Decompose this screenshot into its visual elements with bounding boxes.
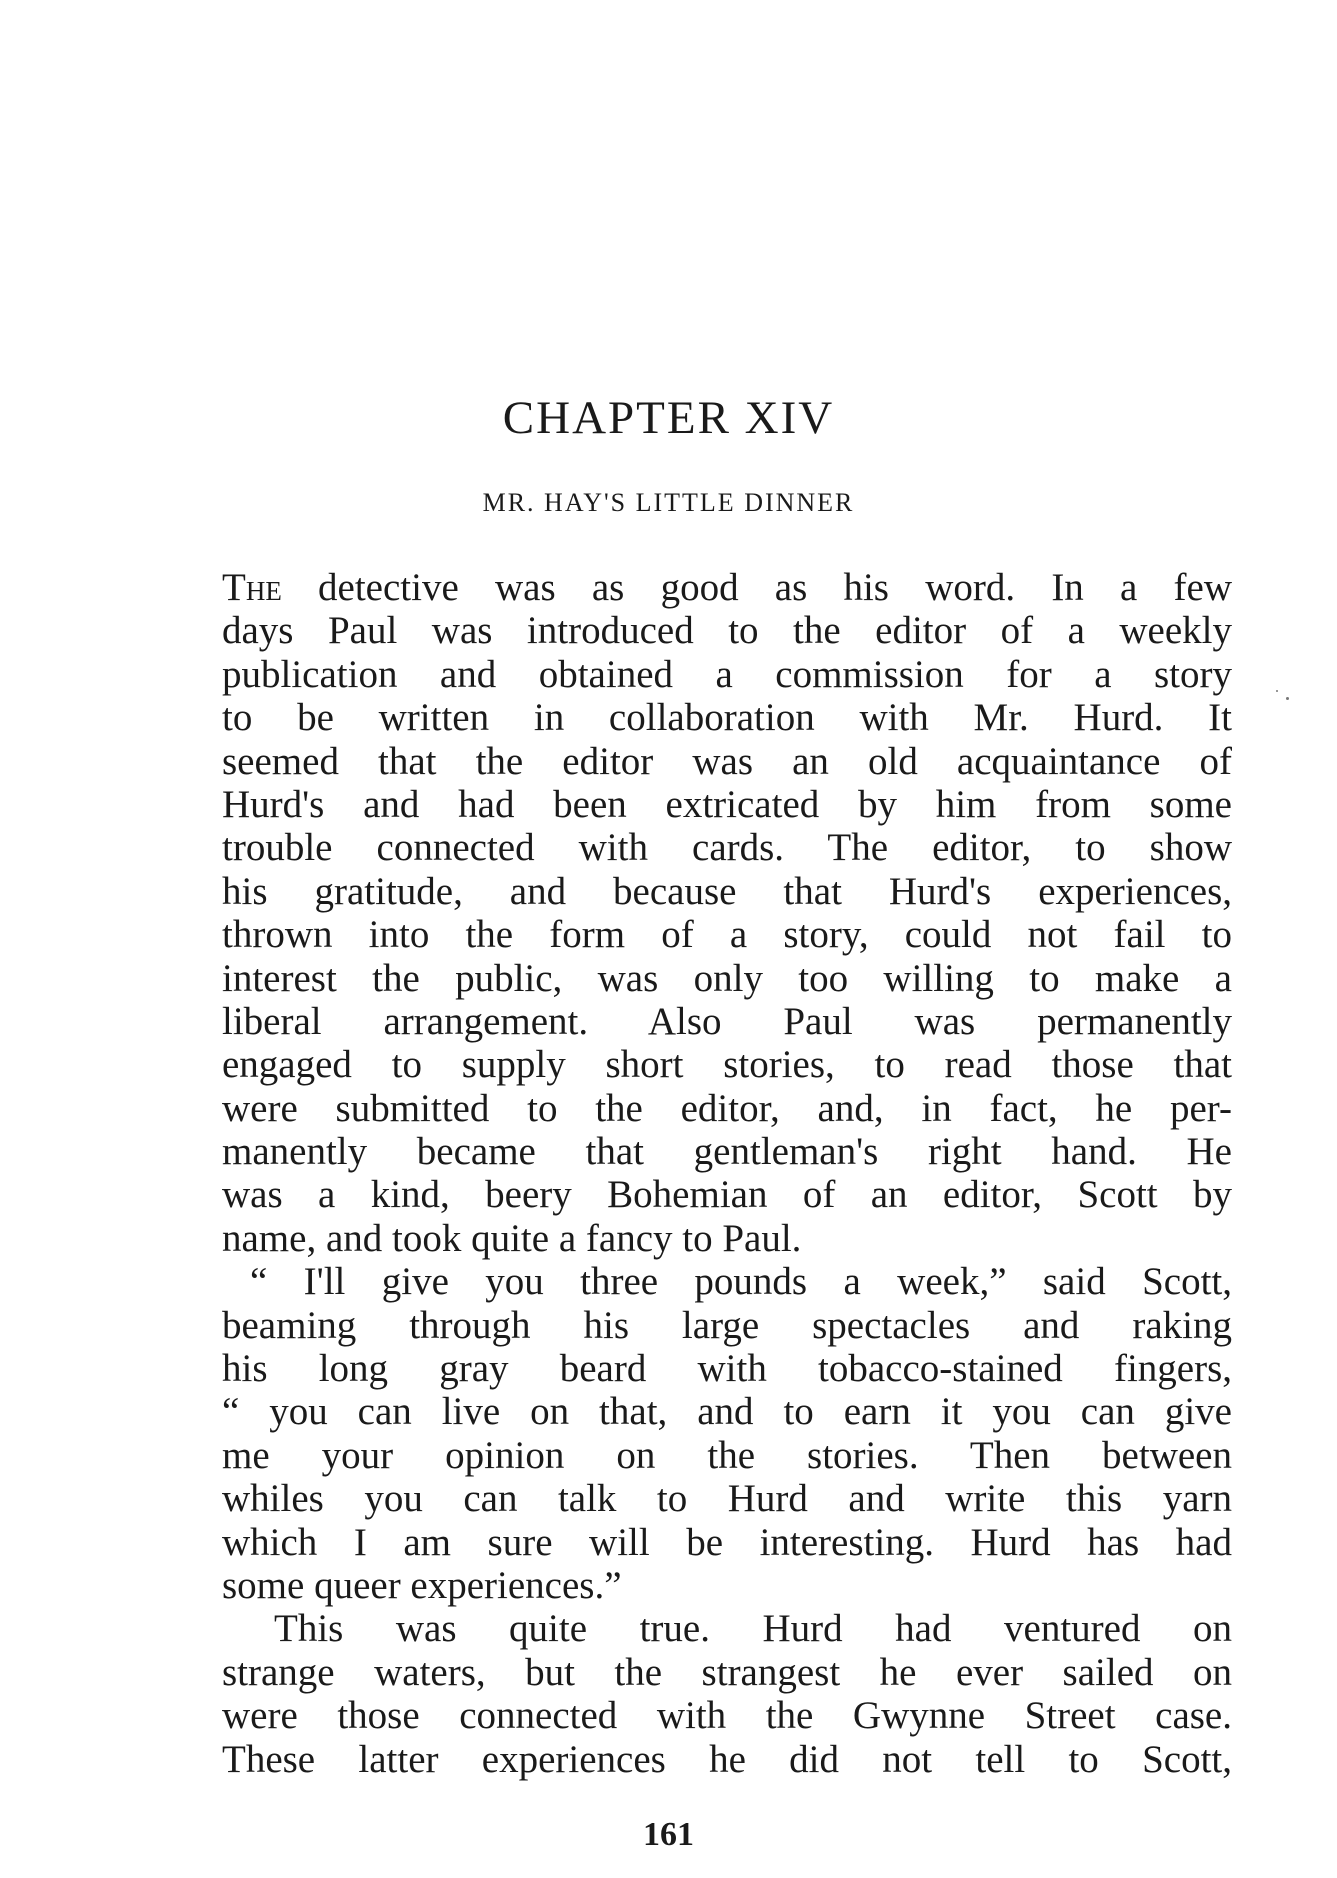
- text-line: [222, 1173, 1232, 1216]
- text-line: [222, 609, 1232, 652]
- line-text: which I am sure will be interesting. Hurd has had: [222, 1520, 1232, 1564]
- text-line: [222, 1087, 1232, 1130]
- line-text: interest the public, was only too willing to make a: [222, 956, 1232, 1000]
- line-text: his long gray beard with tobacco-stained fingers,: [222, 1347, 1232, 1391]
- line-text: strange waters, but the strangest he ever sailed on: [222, 1650, 1232, 1694]
- page-number: 161: [643, 1816, 694, 1853]
- line-text: liberal arrangement. Also Paul was permanently: [222, 999, 1232, 1043]
- body-text: [222, 566, 1232, 1781]
- line-text: These latter experiences he did not tell to Scott,: [222, 1737, 1232, 1781]
- text-line: [222, 1607, 1232, 1650]
- text-line: [222, 566, 1232, 609]
- text-line: [222, 1694, 1232, 1737]
- text-line: [222, 1738, 1232, 1781]
- text-line: [222, 1651, 1232, 1694]
- line-text: to be written in collaboration with Mr. Hurd. It: [222, 696, 1232, 740]
- line-text: some queer experiences.”: [222, 1563, 622, 1607]
- text-line: [222, 783, 1232, 826]
- line-text: seemed that the editor was an old acquaintance of: [222, 739, 1232, 783]
- text-line: [222, 1521, 1232, 1564]
- text-line: [222, 1043, 1232, 1086]
- line-text: publication and obtained a commission for a story: [222, 652, 1232, 696]
- text-line: [222, 653, 1232, 696]
- line-text: whiles you can talk to Hurd and write this yarn: [222, 1477, 1232, 1521]
- text-line: [222, 1260, 1232, 1303]
- text-line: [222, 696, 1232, 739]
- line-text: “ I'll give you three pounds a week,” said Scott,: [250, 1260, 1232, 1304]
- line-text: was a kind, beery Bohemian of an editor, Scott by: [222, 1173, 1232, 1217]
- line-text: Hurd's and had been extricated by him from some: [222, 782, 1232, 826]
- text-line: [222, 1477, 1232, 1520]
- text-line: [222, 1130, 1232, 1173]
- text-line: [222, 1564, 1232, 1607]
- line-text: were those connected with the Gwynne Street case.: [222, 1694, 1232, 1738]
- text-line: [222, 740, 1232, 783]
- line-text: thrown into the form of a story, could not fail to: [222, 913, 1232, 957]
- scan-speck: [1276, 690, 1278, 692]
- line-text: trouble connected with cards. The editor, to show: [222, 826, 1232, 870]
- chapter-subtitle: MR. HAY'S LITTLE DINNER: [482, 488, 855, 517]
- line-text: name, and took quite a fancy to Paul.: [222, 1216, 802, 1260]
- text-line: [222, 1304, 1232, 1347]
- lead-word: The: [222, 566, 282, 609]
- line-text: me your opinion on the stories. Then between: [222, 1433, 1232, 1477]
- text-line: [222, 1000, 1232, 1043]
- line-text: manently became that gentleman's right hand. He: [222, 1130, 1232, 1174]
- text-line: [222, 1217, 1232, 1260]
- line-text: were submitted to the editor, and, in fact, he per-: [222, 1086, 1232, 1130]
- line-text: This was quite true. Hurd had ventured on: [274, 1607, 1232, 1651]
- line-text: engaged to supply short stories, to read those that: [222, 1043, 1232, 1087]
- line-text: detective was as good as his word. In a few: [281, 566, 1232, 609]
- text-line: [222, 826, 1232, 869]
- line-text: beaming through his large spectacles and raking: [222, 1303, 1232, 1347]
- text-line: [222, 1434, 1232, 1477]
- text-line: [222, 957, 1232, 1000]
- text-line: [222, 913, 1232, 956]
- line-text: his gratitude, and because that Hurd's experiences,: [222, 869, 1232, 913]
- text-line: [222, 1390, 1232, 1433]
- scan-speck: [1286, 697, 1289, 700]
- chapter-title: CHAPTER XIV: [502, 392, 835, 444]
- line-text: days Paul was introduced to the editor of a weekly: [222, 609, 1232, 653]
- text-line: [222, 1347, 1232, 1390]
- line-text: “ you can live on that, and to earn it you can give: [222, 1390, 1232, 1434]
- text-line: [222, 870, 1232, 913]
